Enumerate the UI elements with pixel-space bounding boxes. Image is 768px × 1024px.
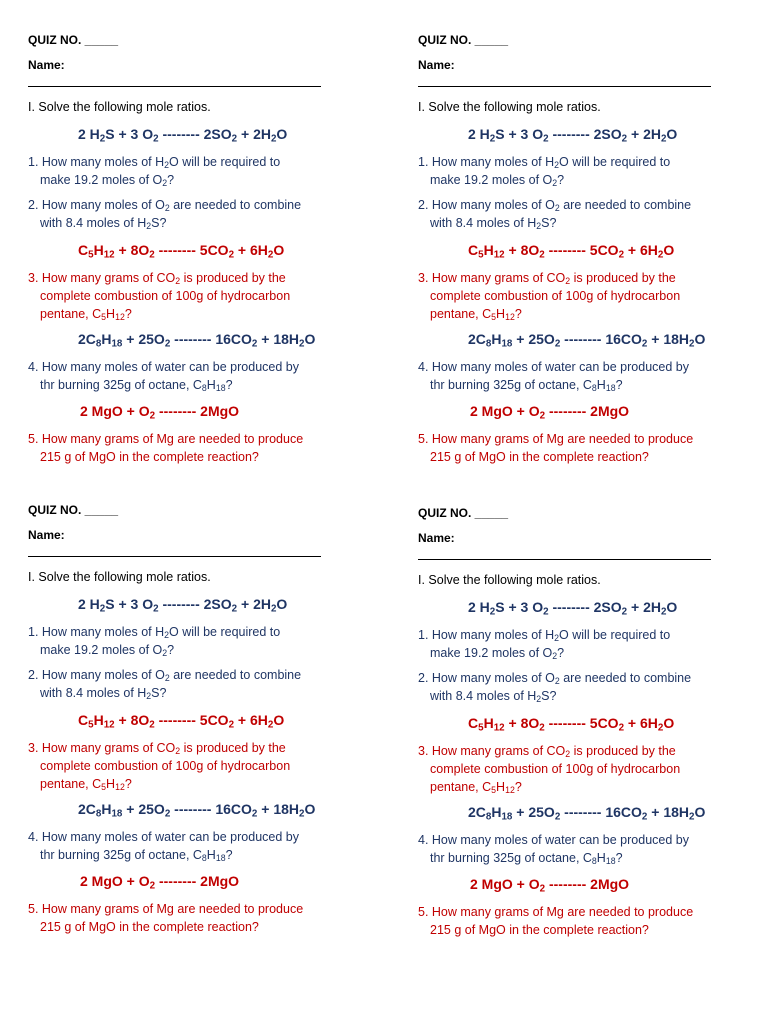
question-1 [418,626,728,662]
question-5-line-1: 5. How many grams of Mg are needed to produce [418,905,694,919]
instruction: I. Solve the following mole ratios. [418,573,601,587]
question-2 [418,196,728,232]
equation-2: $C_5H_{12} + 8O_2$ -------- $5CO_2 + 6H_2O$ [78,712,285,731]
name-label: Name: [418,58,455,72]
name-line [418,559,711,560]
question-1-line-1: 1. How many moles of $H_2O$ will be required to [28,155,281,171]
question-4-line-2: thr burning 325g of octane, $C_8H_{18}$? [40,378,233,394]
question-3-line-2: complete combustion of 100g of hydrocarbon [40,759,291,773]
question-1-line-2: make 19.2 moles of $O_2$? [40,643,175,659]
question-2-line-1: 2. How many moles of $O_2$ are needed to combine [28,668,302,684]
question-1-line-1: 1. How many moles of $H_2O$ will be required to [28,625,281,641]
question-3-line-2: complete combustion of 100g of hydrocarbon [40,289,291,303]
question-2-line-1: 2. How many moles of $O_2$ are needed to combine [28,198,302,214]
equation-2: $C_5H_{12} + 8O_2$ -------- $5CO_2 + 6H_2O$ [468,715,675,734]
equation-1: 2 $H_2S + 3$ $O_2$ -------- $2SO_2 + 2H_2O$ [468,126,678,145]
question-4-line-2: thr burning 325g of octane, $C_8H_{18}$? [430,378,623,394]
equation-3: $2C_8H_{18} + 25O_2$ -------- $16CO_2 + 18H_2O$ [78,801,316,820]
question-2 [28,666,338,702]
equation-4: 2 MgO + $O_2$ -------- 2MgO [470,403,630,422]
instruction: I. Solve the following mole ratios. [28,570,211,584]
equation-1: 2 $H_2S + 3$ $O_2$ -------- $2SO_2 + 2H_2O$ [78,126,288,145]
question-4-line-2: thr burning 325g of octane, $C_8H_{18}$? [430,851,623,867]
question-5 [418,903,728,939]
equation-3: $2C_8H_{18} + 25O_2$ -------- $16CO_2 + 18H_2O$ [468,804,706,823]
equation-4: 2 MgO + $O_2$ -------- 2MgO [470,876,630,895]
question-4-line-1: 4. How many moles of water can be produced by [28,830,299,844]
question-5 [28,900,338,936]
question-5-line-1: 5. How many grams of Mg are needed to produce [418,432,694,446]
question-5-line-2: 215 g of MgO in the complete reaction? [430,450,649,464]
question-1-line-2: make 19.2 moles of $O_2$? [430,646,565,662]
question-2 [418,669,728,705]
instruction: I. Solve the following mole ratios. [28,100,211,114]
name-label: Name: [28,58,65,72]
question-3-line-3: pentane, $C_5H_{12}$? [430,307,522,323]
question-4 [28,828,338,864]
instruction: I. Solve the following mole ratios. [418,100,601,114]
equation-2: $C_5H_{12} + 8O_2$ -------- $5CO_2 + 6H_2O$ [468,242,675,261]
question-2-line-1: 2. How many moles of $O_2$ are needed to combine [418,198,692,214]
name-line [28,556,321,557]
quiz-number-label: QUIZ NO. _____ [418,33,509,47]
question-5-line-2: 215 g of MgO in the complete reaction? [40,920,259,934]
question-1 [418,153,728,189]
question-5-line-2: 215 g of MgO in the complete reaction? [430,923,649,937]
equation-3: $2C_8H_{18} + 25O_2$ -------- $16CO_2 + 18H_2O$ [78,331,316,350]
question-3-line-3: pentane, $C_5H_{12}$? [430,780,522,796]
question-3-line-2: complete combustion of 100g of hydrocarbon [430,762,681,776]
question-3 [28,739,338,793]
question-2-line-1: 2. How many moles of $O_2$ are needed to combine [418,671,692,687]
question-5-line-1: 5. How many grams of Mg are needed to produce [28,432,304,446]
question-2 [28,196,338,232]
question-3-line-2: complete combustion of 100g of hydrocarbon [430,289,681,303]
question-1 [28,623,338,659]
equation-3: $2C_8H_{18} + 25O_2$ -------- $16CO_2 + 18H_2O$ [468,331,706,350]
question-2-line-2: with 8.4 moles of $H_2S$? [40,216,167,232]
question-4-line-1: 4. How many moles of water can be produced by [418,360,689,374]
question-4-line-1: 4. How many moles of water can be produced by [418,833,689,847]
question-1-line-1: 1. How many moles of $H_2O$ will be required to [418,155,671,171]
name-label: Name: [418,531,455,545]
question-3 [418,269,728,323]
question-3-line-1: 3. How many grams of $CO_2$ is produced by the [28,741,286,757]
question-4-line-1: 4. How many moles of water can be produced by [28,360,299,374]
name-line [28,86,321,87]
question-2-line-2: with 8.4 moles of $H_2S$? [430,216,557,232]
question-3-line-1: 3. How many grams of $CO_2$ is produced by the [418,744,676,760]
question-5 [418,430,728,466]
question-4 [28,358,338,394]
question-4 [418,831,728,867]
name-label: Name: [28,528,65,542]
question-5 [28,430,338,466]
question-3 [418,742,728,796]
question-3-line-1: 3. How many grams of $CO_2$ is produced by the [28,271,286,287]
equation-4: 2 MgO + $O_2$ -------- 2MgO [80,403,240,422]
question-3-line-3: pentane, $C_5H_{12}$? [40,777,132,793]
quiz-number-label: QUIZ NO. _____ [28,33,119,47]
question-1-line-2: make 19.2 moles of $O_2$? [430,173,565,189]
question-3-line-1: 3. How many grams of $CO_2$ is produced by the [418,271,676,287]
question-5-line-2: 215 g of MgO in the complete reaction? [40,450,259,464]
equation-1: 2 $H_2S + 3$ $O_2$ -------- $2SO_2 + 2H_2O$ [78,596,288,615]
equation-1: 2 $H_2S + 3$ $O_2$ -------- $2SO_2 + 2H_2O$ [468,599,678,618]
quiz-number-label: QUIZ NO. _____ [28,503,119,517]
question-1-line-1: 1. How many moles of $H_2O$ will be required to [418,628,671,644]
question-1 [28,153,338,189]
quiz-number-label: QUIZ NO. _____ [418,506,509,520]
question-1-line-2: make 19.2 moles of $O_2$? [40,173,175,189]
question-4 [418,358,728,394]
name-line [418,86,711,87]
question-3 [28,269,338,323]
question-5-line-1: 5. How many grams of Mg are needed to produce [28,902,304,916]
equation-2: $C_5H_{12} + 8O_2$ -------- $5CO_2 + 6H_2O$ [78,242,285,261]
question-2-line-2: with 8.4 moles of $H_2S$? [40,686,167,702]
question-4-line-2: thr burning 325g of octane, $C_8H_{18}$? [40,848,233,864]
question-3-line-3: pentane, $C_5H_{12}$? [40,307,132,323]
question-2-line-2: with 8.4 moles of $H_2S$? [430,689,557,705]
equation-4: 2 MgO + $O_2$ -------- 2MgO [80,873,240,892]
